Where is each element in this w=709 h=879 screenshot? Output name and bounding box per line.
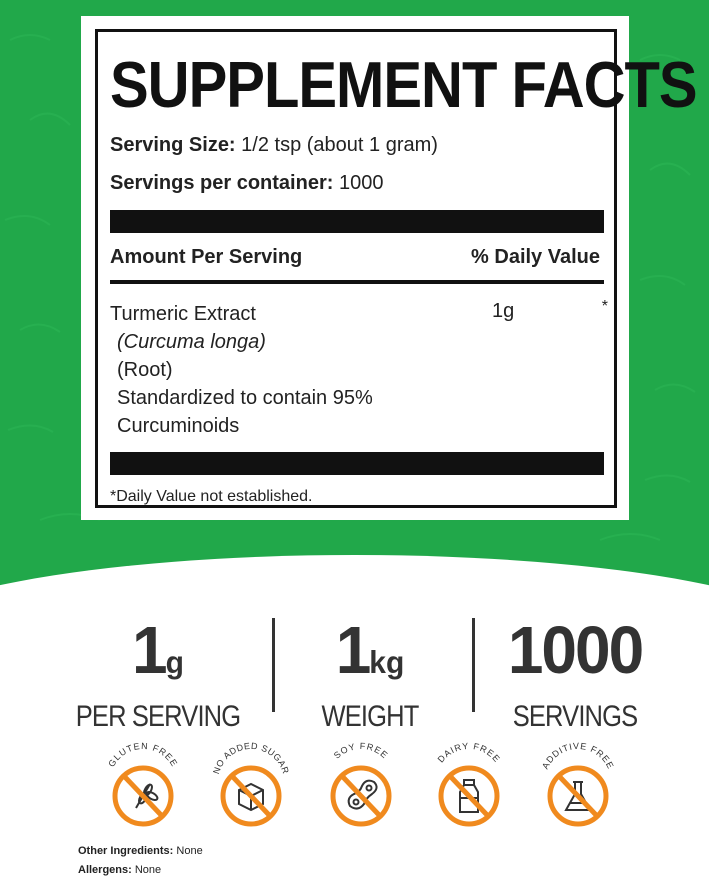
other-ingredients-value: None bbox=[176, 845, 203, 857]
stat-per-serving bbox=[58, 611, 258, 735]
stat-weight bbox=[270, 611, 470, 735]
daily-value-footnote: *Daily Value not established. bbox=[110, 488, 313, 505]
badge-label: DAIRY FREE bbox=[435, 740, 503, 765]
stat-servings bbox=[475, 611, 675, 735]
badge-label: GLUTEN FREE bbox=[106, 740, 180, 769]
allergens-label: Allergens: bbox=[78, 864, 132, 876]
supplement-facts-panel bbox=[95, 29, 697, 508]
amount-per-serving-header: Amount Per Serving bbox=[110, 246, 303, 268]
other-ingredients-label: Other Ingredients: bbox=[78, 845, 174, 857]
soy-free-badge bbox=[316, 738, 406, 830]
badge-label: NO ADDED SUGAR bbox=[211, 740, 291, 776]
svg-text:DAIRY FREE bbox=[436, 741, 503, 765]
stat-value bbox=[58, 611, 258, 697]
stat-unit: kg bbox=[369, 645, 405, 681]
allergens-value: None bbox=[134, 864, 162, 876]
ingredient-amount: 1g bbox=[492, 300, 515, 322]
servings-value: 1000 bbox=[338, 172, 384, 194]
serving-size-line bbox=[110, 134, 438, 157]
svg-text:GLUTEN FREE bbox=[106, 741, 179, 769]
stat-number: 1000 bbox=[507, 611, 643, 688]
badge-label: ADDITIVE FREE bbox=[540, 740, 616, 771]
additive-free-badge bbox=[533, 738, 623, 830]
serving-size-value: 1/2 tsp (about 1 gram) bbox=[241, 134, 438, 156]
thick-divider-bottom bbox=[110, 452, 604, 475]
ingredient-standardization: Standardized to contain 95% bbox=[117, 387, 373, 409]
no-added-sugar-badge bbox=[206, 738, 296, 830]
supplement-facts-card bbox=[81, 16, 697, 520]
serving-size-label: Serving Size: bbox=[110, 134, 236, 156]
stat-number: 1 bbox=[335, 611, 370, 688]
ingredient-part: (Root) bbox=[117, 359, 173, 381]
stat-value bbox=[270, 611, 470, 697]
supplement-facts-title: SUPPLEMENT FACTS bbox=[110, 48, 697, 122]
svg-text:SOY FREE bbox=[332, 741, 390, 761]
stat-caption: PER SERVING bbox=[75, 700, 241, 733]
thin-divider bbox=[110, 280, 604, 284]
servings-per-container-line bbox=[110, 172, 383, 195]
stat-unit: g bbox=[165, 645, 184, 681]
ingredient-latin-name: (Curcuma longa) bbox=[117, 331, 266, 353]
ingredient-daily-value: * bbox=[601, 298, 608, 315]
ingredient-name: Turmeric Extract bbox=[110, 303, 256, 325]
servings-label: Servings per container: bbox=[110, 172, 334, 194]
allergens bbox=[78, 864, 161, 876]
stat-caption: WEIGHT bbox=[321, 700, 419, 733]
ingredient-standardization-2: Curcuminoids bbox=[117, 415, 240, 437]
stat-value bbox=[475, 611, 675, 697]
daily-value-header: % Daily Value bbox=[471, 246, 600, 268]
ingredient-block bbox=[110, 300, 373, 440]
stat-caption: SERVINGS bbox=[512, 700, 638, 733]
gluten-free-badge bbox=[98, 738, 188, 830]
dairy-free-badge bbox=[424, 738, 514, 830]
thick-divider bbox=[110, 210, 604, 233]
other-ingredients bbox=[78, 845, 203, 857]
badge-label: SOY FREE bbox=[331, 740, 391, 761]
stat-number: 1 bbox=[132, 611, 166, 688]
